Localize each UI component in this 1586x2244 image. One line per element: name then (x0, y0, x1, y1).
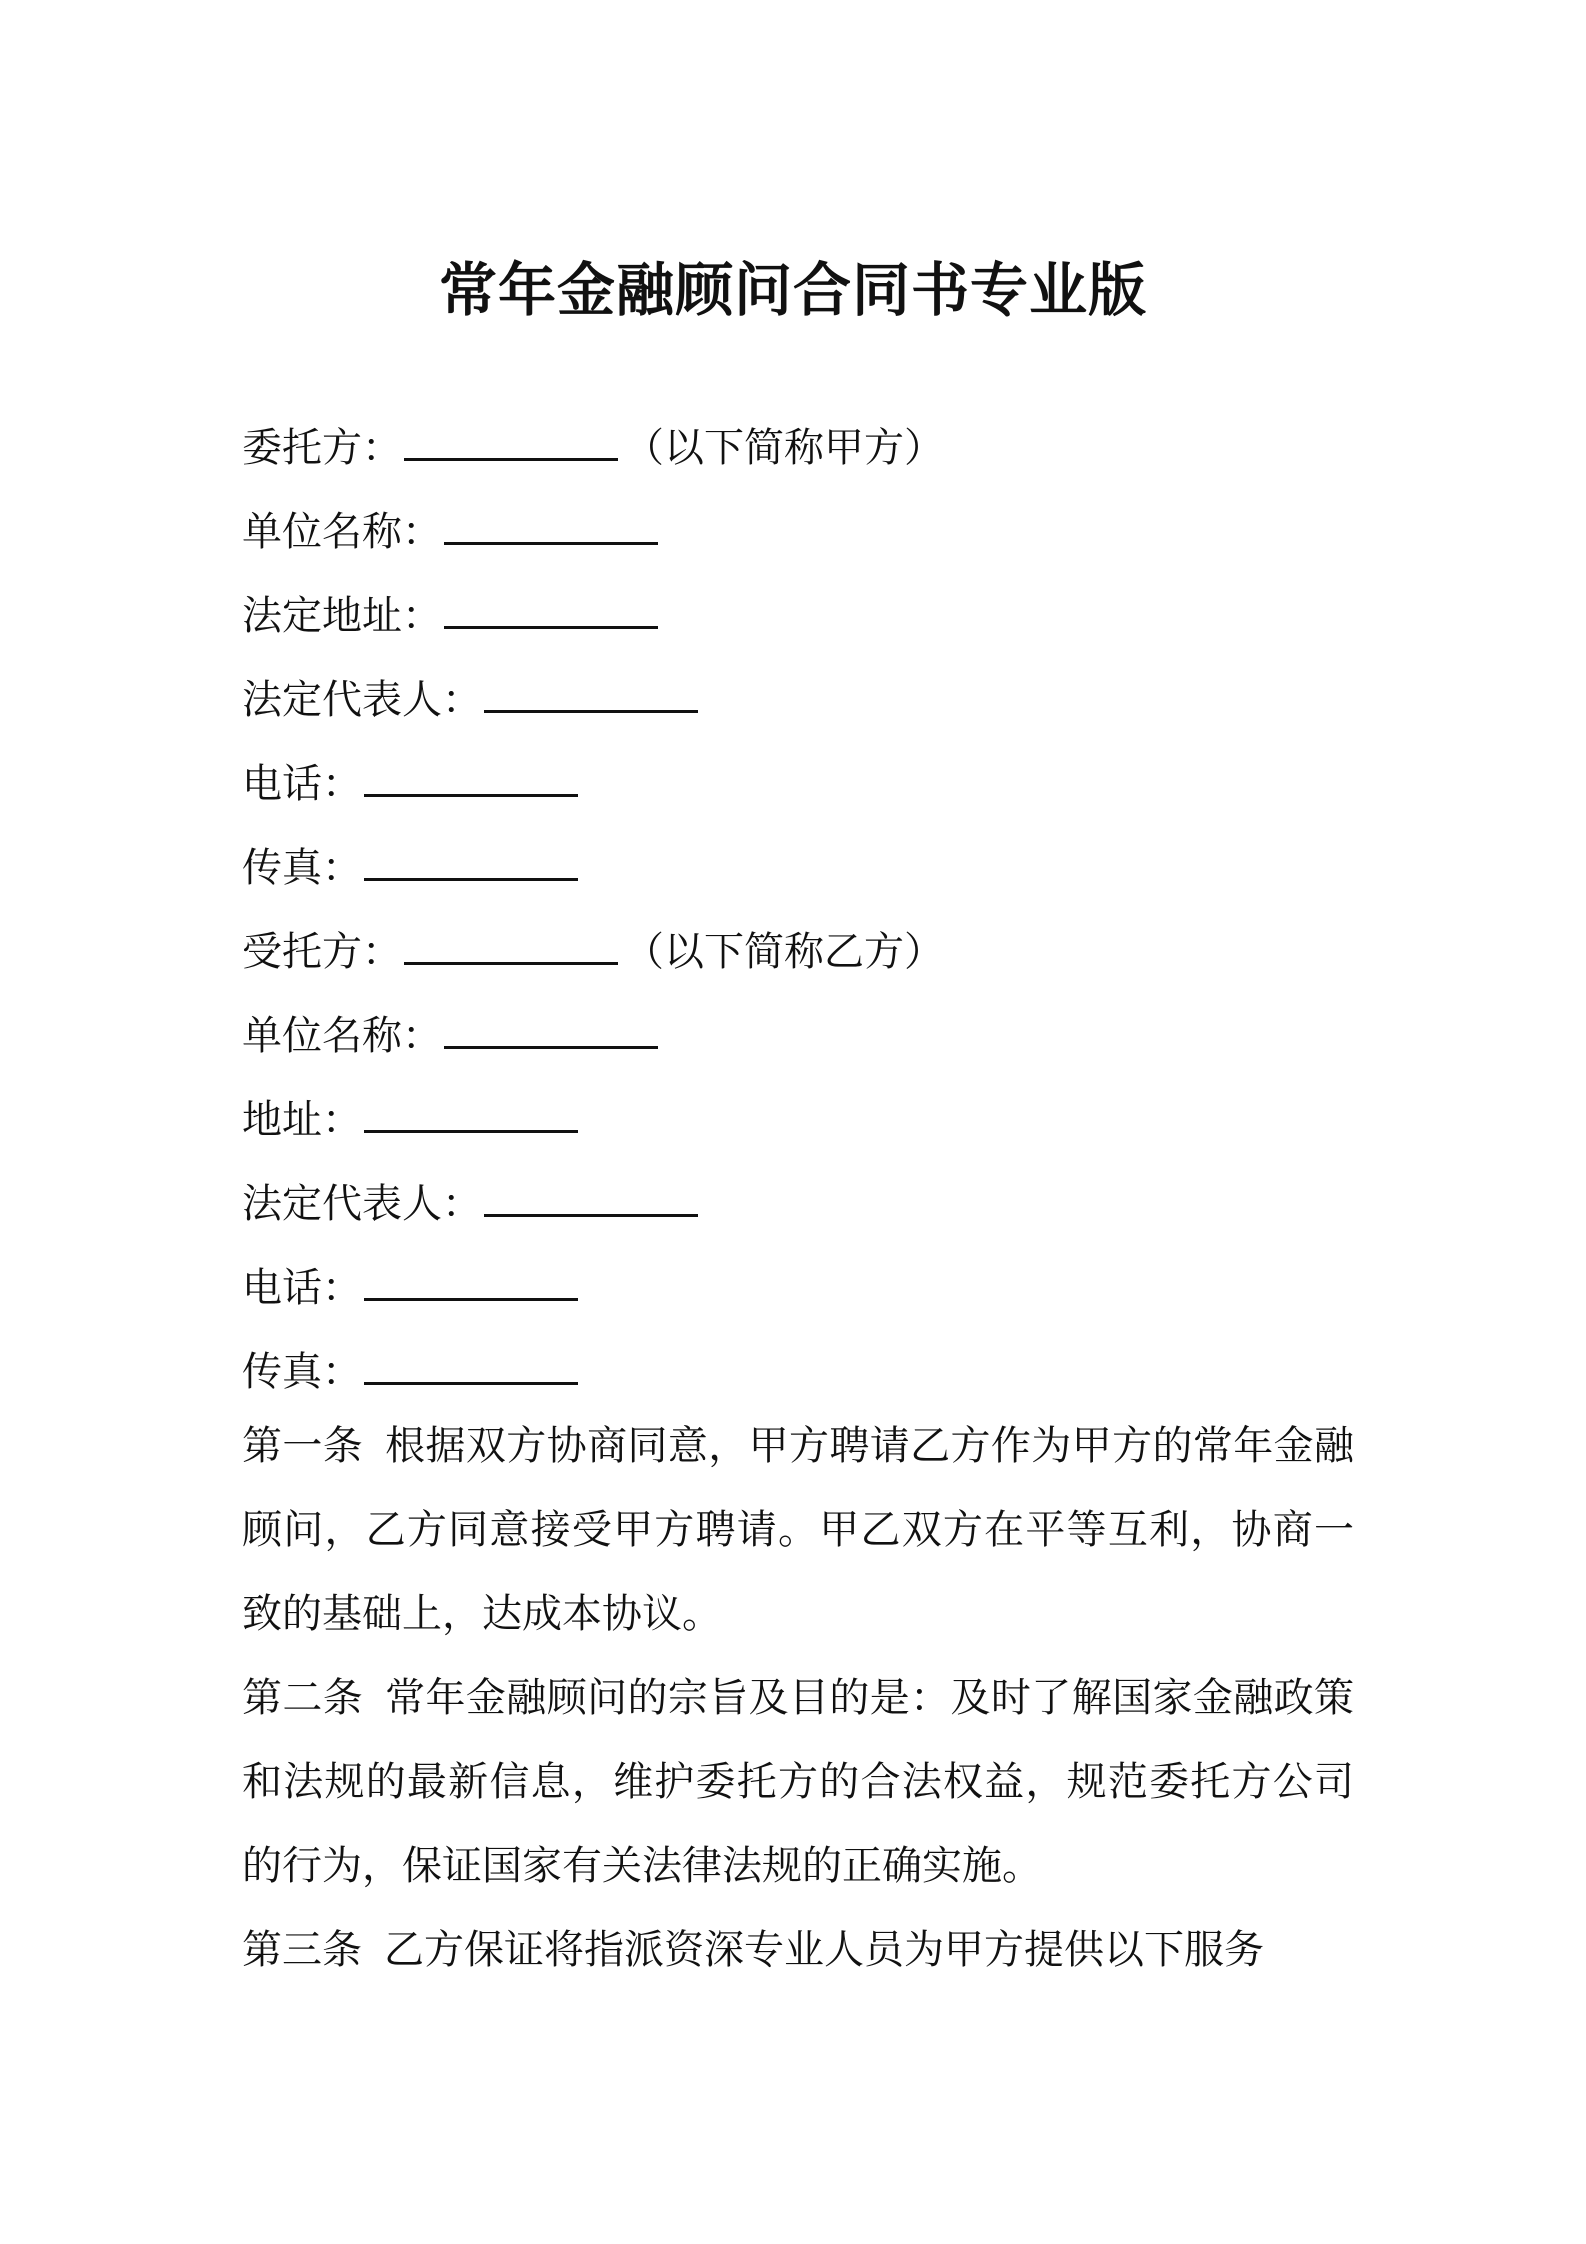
field-principal (242, 406, 1362, 490)
field-label: 法定代表人： (242, 1181, 482, 1227)
fill-blank (364, 758, 578, 797)
article-number: 第三条 (242, 1927, 362, 1973)
field-label: 受托方： (242, 929, 402, 975)
field-label: 法定代表人： (242, 677, 482, 723)
field-agent-address (242, 1078, 1362, 1162)
field-principal-phone (242, 742, 1362, 826)
field-label: 单位名称： (242, 1013, 442, 1059)
fill-blank (404, 926, 618, 965)
party-info-fields (242, 406, 1362, 1414)
fill-blank (404, 422, 618, 461)
field-agent-fax (242, 1330, 1362, 1414)
article-text: 常年金融顾问的宗旨及目的是：及时了解国家金融政策和法规的最新信息，维护委托方的合法权益，规范委托方公司的行为，保证国家有关法律法规的正确实施。 (242, 1675, 1355, 1889)
field-label: 电话： (242, 761, 362, 807)
field-label: 单位名称： (242, 509, 442, 555)
field-principal-legal-rep (242, 658, 1362, 742)
field-principal-unit-name (242, 490, 1362, 574)
contract-articles (242, 1404, 1354, 1992)
article-number: 第二条 (242, 1675, 364, 1721)
fill-blank (444, 590, 658, 629)
article-1 (242, 1404, 1354, 1656)
article-text: 根据双方协商同意，甲方聘请乙方作为甲方的常年金融顾问，乙方同意接受甲方聘请。甲乙双方在平等互利，协商一致的基础上，达成本协议。 (242, 1423, 1355, 1637)
article-number: 第一条 (242, 1423, 364, 1469)
field-note: （以下简称甲方） (624, 425, 944, 471)
article-3 (242, 1908, 1354, 1992)
field-agent-phone (242, 1246, 1362, 1330)
fill-blank (364, 1346, 578, 1385)
field-principal-fax (242, 826, 1362, 910)
field-note: （以下简称乙方） (624, 929, 944, 975)
article-2 (242, 1656, 1354, 1908)
fill-blank (484, 1178, 698, 1217)
field-agent-unit-name (242, 994, 1362, 1078)
field-label: 传真： (242, 845, 362, 891)
field-label: 传真： (242, 1349, 362, 1395)
document-title: 常年金融顾问合同书专业版 (438, 256, 1147, 324)
fill-blank (364, 842, 578, 881)
fill-blank (444, 1010, 658, 1049)
field-label: 法定地址： (242, 593, 442, 639)
article-text: 乙方保证将指派资深专业人员为甲方提供以下服务 (384, 1927, 1264, 1973)
fill-blank (484, 674, 698, 713)
field-label: 电话： (242, 1265, 362, 1311)
fill-blank (364, 1094, 578, 1133)
fill-blank (444, 506, 658, 545)
field-agent (242, 910, 1362, 994)
field-label: 地址： (242, 1097, 362, 1143)
fill-blank (364, 1262, 578, 1301)
field-label: 委托方： (242, 425, 402, 471)
field-agent-legal-rep (242, 1162, 1362, 1246)
field-principal-legal-address (242, 574, 1362, 658)
